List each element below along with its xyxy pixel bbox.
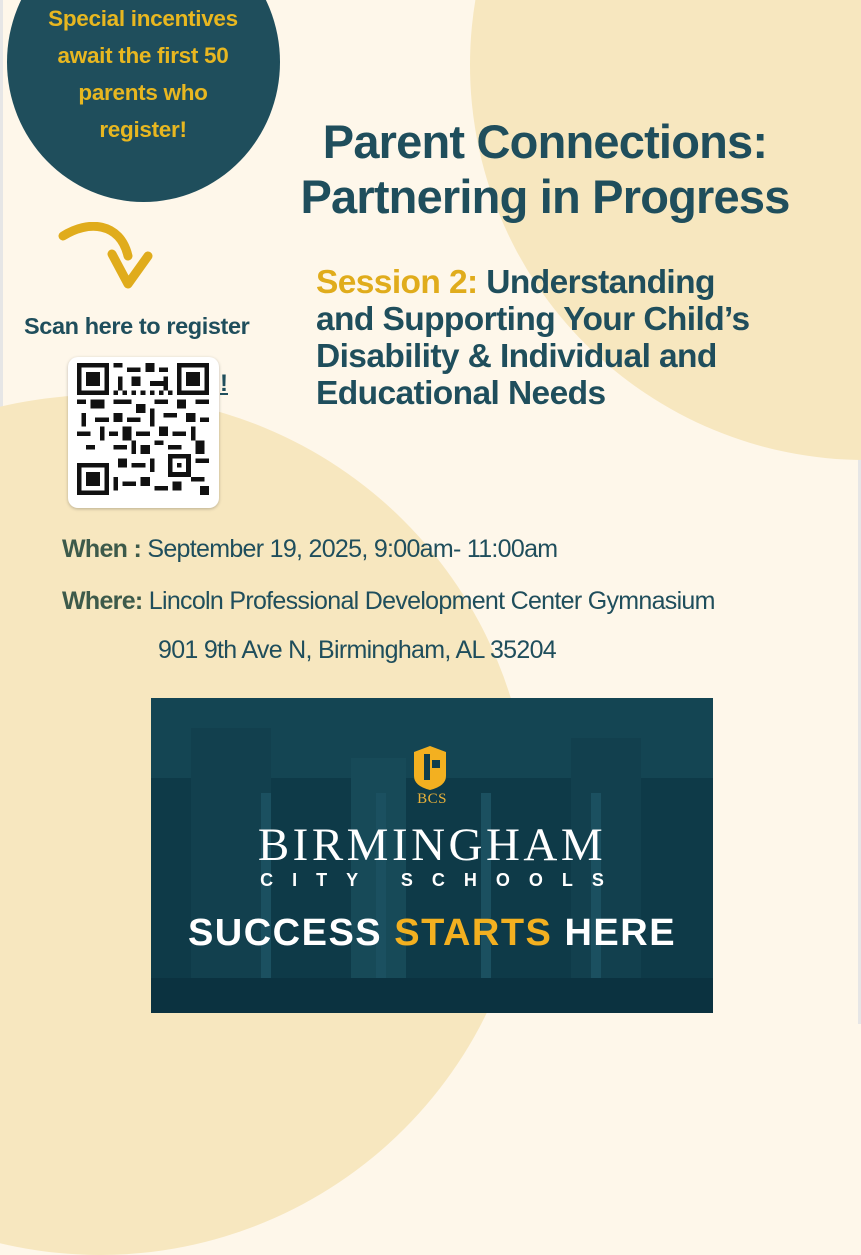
when-label: When : (62, 535, 142, 563)
session-line1: Understanding (486, 264, 715, 301)
tagline (151, 912, 713, 955)
district-subtitle: CITY SCHOOLS (260, 870, 623, 890)
session-line: and Supporting Your Child’s (316, 301, 750, 338)
when-row (62, 535, 557, 564)
qr-code-image (77, 363, 209, 495)
incentive-line: parents who (78, 80, 208, 105)
session-line: Disability & Individual and (316, 338, 717, 375)
tagline-highlight: STARTS (394, 912, 553, 954)
page-title (230, 114, 860, 224)
exclamation-mark: ! (220, 370, 228, 397)
where-row (62, 587, 715, 616)
session-line: Educational Needs (316, 375, 606, 412)
district-name: BIRMINGHAM (257, 819, 607, 871)
incentive-line: Special incentives (48, 6, 238, 31)
qr-code[interactable] (68, 357, 219, 508)
session-prefix: Session 2: (316, 264, 478, 301)
title-line: Parent Connections: (322, 115, 768, 168)
bcs-logo-text: BCS (417, 791, 447, 807)
session-line (316, 264, 856, 301)
incentive-line: register! (99, 117, 187, 142)
where-label: Where: (62, 587, 143, 615)
scan-label: Scan here to register (24, 313, 250, 339)
tagline-word: SUCCESS (187, 912, 383, 954)
where-value: Lincoln Professional Development Center Gymnasium (148, 587, 715, 615)
session-heading (316, 264, 856, 412)
district-banner (151, 698, 713, 1013)
address: 901 9th Ave N, Birmingham, AL 35204 (158, 636, 556, 664)
incentive-line: await the first 50 (57, 43, 229, 68)
tagline-word: HERE (564, 912, 677, 954)
title-line: Partnering in Progress (300, 170, 790, 223)
curved-arrow-icon (58, 222, 154, 294)
when-value: September 19, 2025, 9:00am- 11:00am (147, 535, 558, 563)
bcs-shield-icon (410, 746, 450, 790)
